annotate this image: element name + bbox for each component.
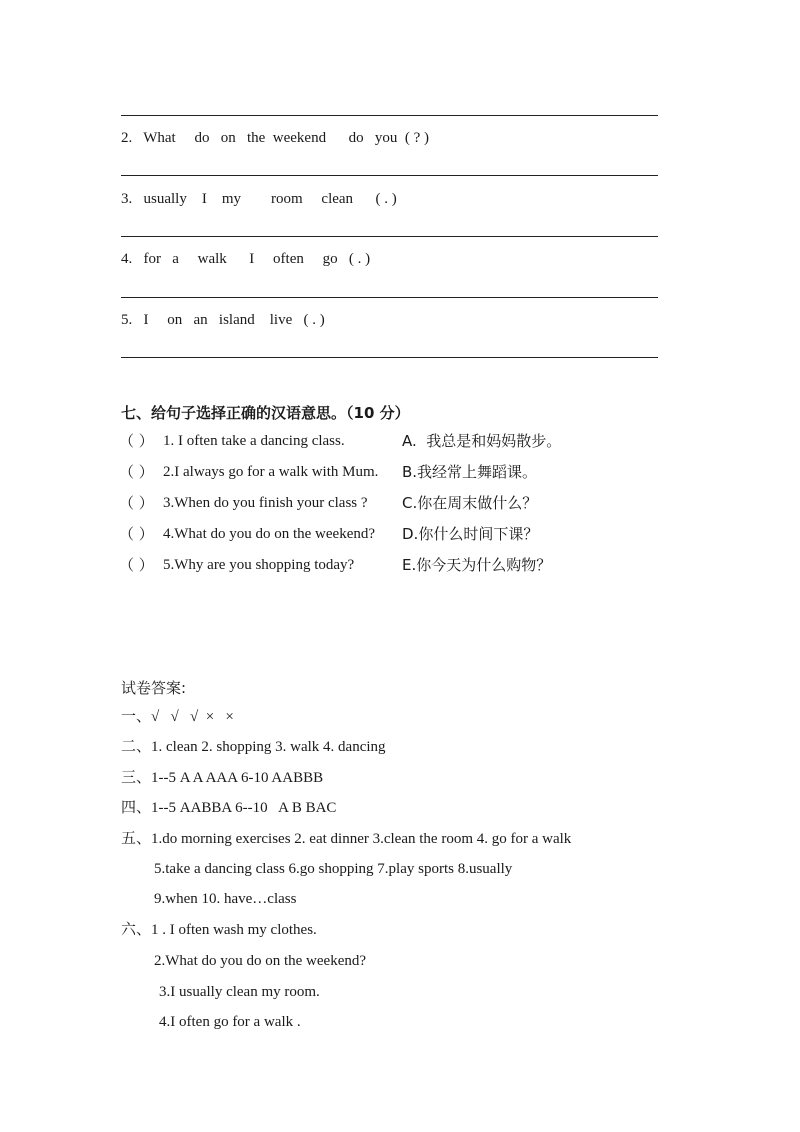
- answer-blank[interactable]: （ ）: [119, 525, 154, 543]
- option-chinese: D.你什么时间下课？: [402, 525, 539, 543]
- answer-line-text: 五、1.do morning exercises 2. eat dinner 3.clean the room 4. go for a walk: [121, 831, 572, 847]
- answer-blank[interactable]: （ ）: [119, 494, 154, 512]
- option-chinese: C.你在周末做什么？: [402, 494, 538, 512]
- answer-line: [121, 175, 658, 176]
- answer-line-text: 3.I usually clean my room.: [159, 984, 320, 1000]
- answers-title: 试卷答案:: [121, 679, 187, 697]
- answer-line: [121, 357, 658, 358]
- answer-blank[interactable]: （ ）: [119, 432, 154, 450]
- option-chinese: A. 我总是和妈妈散步。: [402, 432, 562, 450]
- reorder-item: 5. I on an island live ( . ): [121, 312, 325, 328]
- reorder-item: 3. usually I my room clean ( . ): [121, 191, 397, 207]
- answer-line-text: 一、√ √ √ × ×: [121, 709, 234, 725]
- answer-line-text: 4.I often go for a walk .: [159, 1014, 301, 1030]
- answer-blank[interactable]: （ ）: [119, 463, 154, 481]
- reorder-item: 4. for a walk I often go ( . ): [121, 251, 371, 267]
- answer-blank[interactable]: （ ）: [119, 556, 154, 574]
- reorder-item: 2. What do on the weekend do you ( ? ): [121, 130, 429, 146]
- question-english: 1. I often take a dancing class.: [163, 433, 345, 449]
- section-heading: 七、给句子选择正确的汉语意思。（10 分）: [121, 404, 410, 422]
- answer-line-text: 二、1. clean 2. shopping 3. walk 4. dancing: [121, 739, 386, 755]
- question-english: 4.What do you do on the weekend?: [163, 526, 376, 542]
- answer-line: [121, 115, 658, 116]
- answer-line-text: 9.when 10. have…class: [154, 891, 297, 907]
- option-chinese: B.我经常上舞蹈课。: [402, 463, 538, 481]
- question-english: 5.Why are you shopping today?: [163, 557, 355, 573]
- question-english: 3.When do you finish your class ?: [163, 495, 368, 511]
- question-english: 2.I always go for a walk with Mum.: [163, 464, 379, 480]
- answer-line-text: 5.take a dancing class 6.go shopping 7.play sports 8.usually: [154, 861, 513, 877]
- option-chinese: E.你今天为什么购物？: [402, 556, 552, 574]
- answer-line: [121, 236, 658, 237]
- answer-line-text: 2.What do you do on the weekend?: [154, 953, 367, 969]
- answer-line-text: 三、1--5 A A AAA 6-10 AABBB: [121, 770, 324, 786]
- answer-line-text: 四、1--5 AABBA 6--10 A B BAC: [121, 800, 337, 816]
- answer-line-text: 六、1 . I often wash my clothes.: [121, 922, 317, 938]
- answer-line: [121, 297, 658, 298]
